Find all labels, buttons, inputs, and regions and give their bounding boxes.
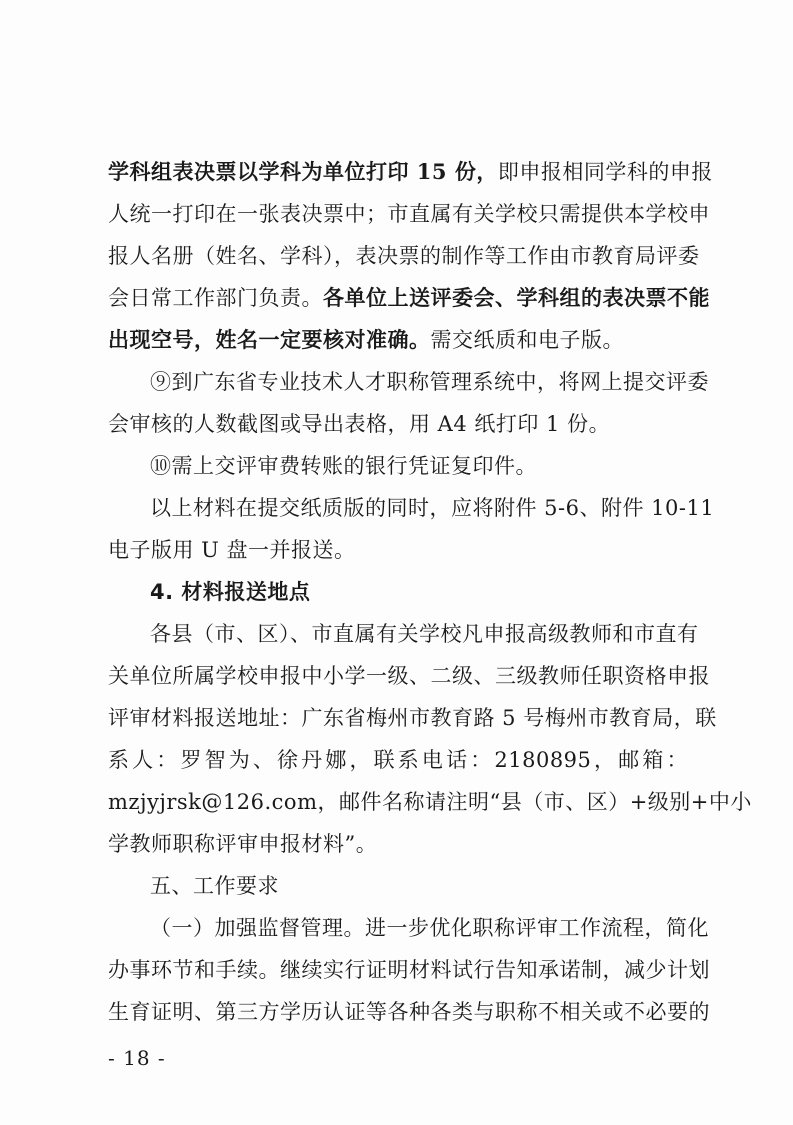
body-text: ⑩需上交评审费转账的银行凭证复印件。 <box>150 454 537 478</box>
body-text: 即申报相同学科的申报 <box>497 160 713 184</box>
body-text: 各县（市、区）、市直属有关学校凡申报高级教师和市直有 <box>150 622 699 646</box>
body-line-12 <box>150 618 699 650</box>
body-line-15 <box>108 744 688 776</box>
heading-text: 五、工作要求 <box>150 874 279 898</box>
body-line-21 <box>108 996 710 1028</box>
body-line-14 <box>108 702 717 734</box>
body-text: 人统一打印在一张表决票中；市直属有关学校只需提供本学校申 <box>108 202 710 226</box>
body-text: 评审材料报送地址：广东省梅州市教育路 5 号梅州市教育局，联 <box>108 706 717 730</box>
body-line-20 <box>108 954 710 986</box>
body-line-6 <box>150 366 709 398</box>
body-line-10 <box>108 534 688 566</box>
body-text: 系人：罗智为、徐丹娜，联系电话：2180895，邮箱： <box>108 748 688 772</box>
body-text: ⑨到广东省专业技术人才职称管理系统中，将网上提交评委 <box>150 370 709 394</box>
body-line-7 <box>108 408 688 440</box>
body-text: 学教师职称评审申报材料”。 <box>108 832 378 856</box>
body-line-19 <box>150 912 709 944</box>
body-text: 报人名册（姓名、学科），表决票的制作等工作由市教育局评委 <box>108 244 700 268</box>
body-text: 会审核的人数截图或导出表格，用 A4 纸打印 1 份。 <box>108 412 611 436</box>
body-line-4 <box>108 282 710 314</box>
section-heading-4 <box>150 576 688 608</box>
bold-text: 学科组表决票以学科为单位打印 15 份， <box>108 159 498 184</box>
body-line-1 <box>108 156 713 188</box>
body-line-3 <box>108 240 700 272</box>
body-line-16 <box>108 786 752 818</box>
body-text: 电子版用 U 盘一并报送。 <box>108 538 356 562</box>
bold-text: 出现空号，姓名一定要核对准确。 <box>108 327 431 352</box>
body-text: 会日常工作部门负责。 <box>108 286 323 310</box>
body-line-5 <box>108 324 688 356</box>
body-text: 以上材料在提交纸质版的同时，应将附件 5-6、附件 10-11 <box>150 496 715 520</box>
bold-text: 各单位上送评委会、学科组的表决票不能 <box>323 285 710 310</box>
body-line-8 <box>150 450 688 482</box>
body-text: 办事环节和手续。继续实行证明材料试行告知承诺制，减少计划 <box>108 958 710 982</box>
body-line-2 <box>108 198 710 230</box>
body-text: 需交纸质和电子版。 <box>430 328 624 352</box>
body-line-17 <box>108 828 688 860</box>
section-heading-5 <box>150 870 688 902</box>
heading-text: 4. 材料报送地点 <box>150 580 311 604</box>
body-text: （一）加强监督管理。进一步优化职称评审工作流程，简化 <box>150 916 709 940</box>
body-line-9 <box>150 492 715 524</box>
body-line-13 <box>108 660 710 692</box>
body-text: mzjyjrsk@126.com，邮件名称请注明“县（市、区）+级别+中小 <box>108 790 752 814</box>
body-text: 生育证明、第三方学历认证等各种各类与职称不相关或不必要的 <box>108 1000 710 1024</box>
page-number: - 18 - <box>108 1046 166 1070</box>
body-text: 关单位所属学校申报中小学一级、二级、三级教师任职资格申报 <box>108 664 710 688</box>
